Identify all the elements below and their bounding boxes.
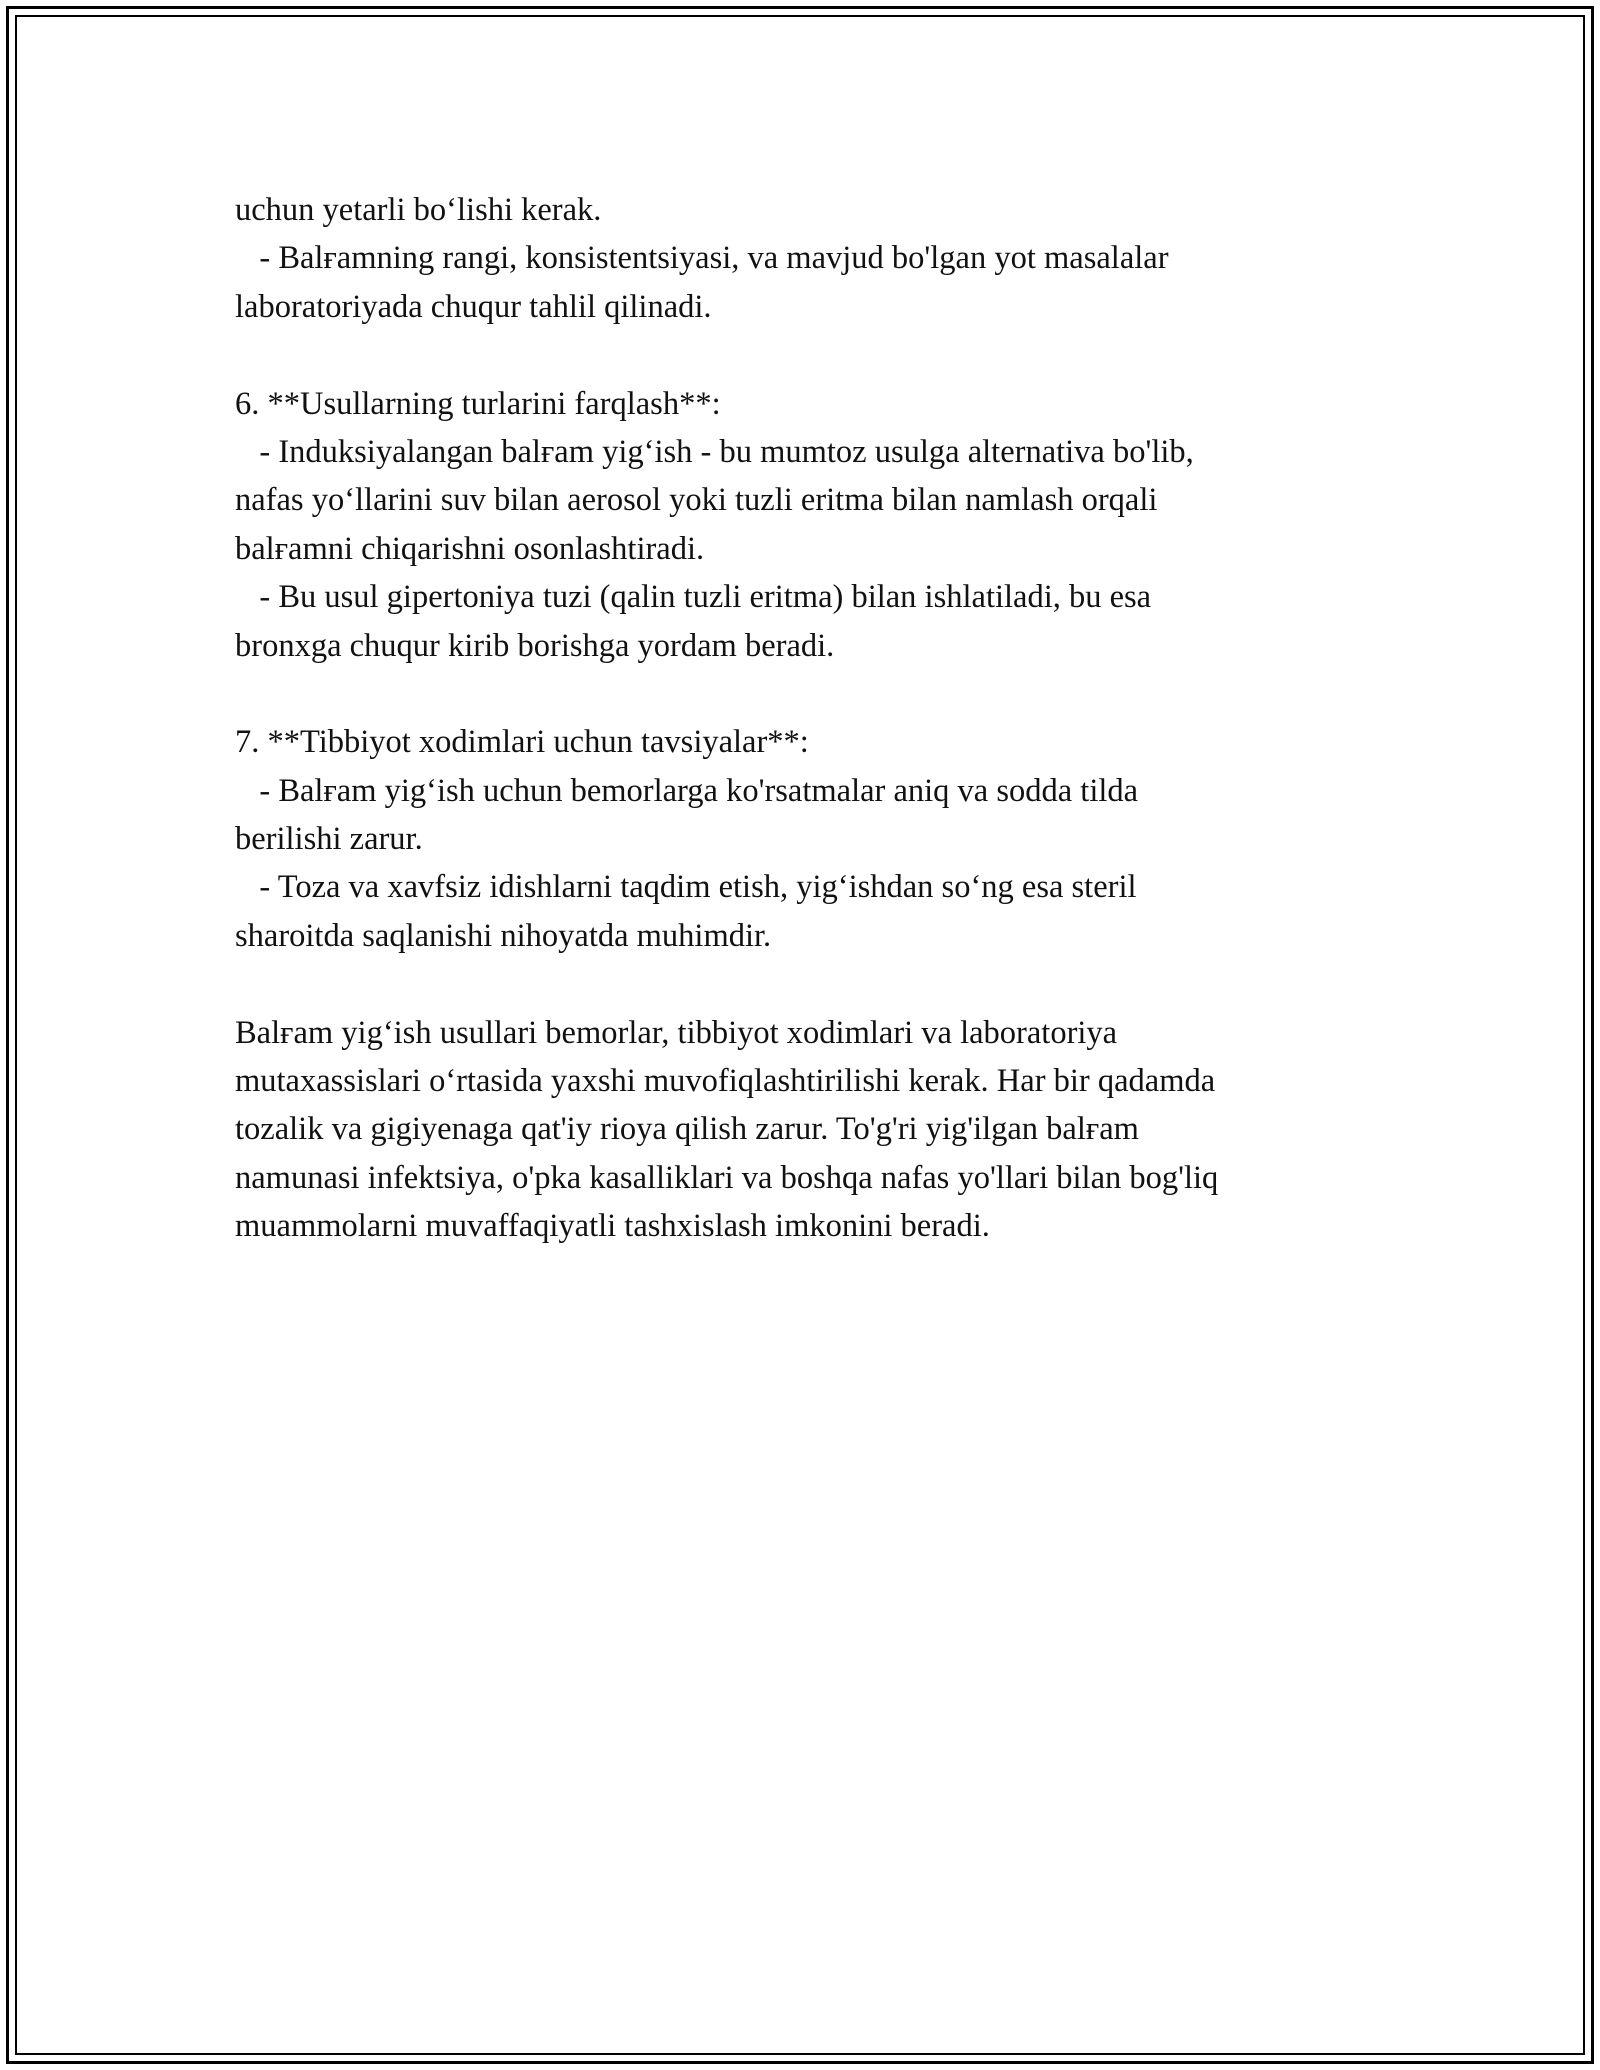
text-line: uchun yetarli bo‘lishi kerak. [235,192,602,228]
text-line: - Balғamning rangi, konsistentsiyasi, va mavjud bo'lgan yot masalalar [235,240,1169,277]
blank-line [235,670,1415,718]
text-line: balғamni chiqarishni osonlashtiradi. [235,530,705,567]
section-heading: 6. **Usullarning turlarini farqlash**: [235,385,721,422]
text-line: laboratoriyada chuqur tahlil qilinadi. [235,288,712,325]
document-body [235,186,1415,1251]
text-line: sharoitda saqlanishi nihoyatda muhimdir. [235,917,772,954]
text-line: bronxga chuqur kirib borishga yordam beradi. [235,627,835,664]
blank-line [235,331,1415,379]
text-line: - Toza va xavfsiz idishlarni taqdim etish, yig‘ishdan so‘ng esa steril [235,869,1137,906]
blank-line [235,960,1415,1008]
text-line: tozalik va gigiyenaga qat'iy rioya qilish zarur. To'g'ri yig'ilgan balғam [235,1111,1139,1148]
text-line: - Balғam yig‘ish uchun bemorlarga ko'rsatmalar aniq va sodda tilda [235,772,1139,809]
text-line: mutaxassislari o‘rtasida yaxshi muvofiqlashtirilishi kerak. Har bir qadamda [235,1063,1216,1100]
text-line: muammolarni muvaffaqiyatli tashxislash imkonini beradi. [235,1208,990,1245]
text-line: nafas yo‘llarini suv bilan aerosol yoki tuzli eritma bilan namlash orqali [235,482,1158,519]
text-line: - Bu usul gipertoniya tuzi (qalin tuzli eritma) bilan ishlatiladi, bu esa [235,579,1152,616]
text-line: berilishi zarur. [235,821,423,858]
text-line: namunasi infektsiya, o'pka kasalliklari va boshqa nafas yo'llari bilan bog'liq [235,1159,1219,1196]
text-line: - Induksiyalangan balғam yig‘ish - bu mumtoz usulga alternativa bo'lib, [235,433,1194,470]
section-heading: 7. **Tibbiyot xodimlari uchun tavsiyalar**: [235,724,809,761]
text-line: Balғam yig‘ish usullari bemorlar, tibbiyot xodimlari va laboratoriya [235,1014,1118,1051]
